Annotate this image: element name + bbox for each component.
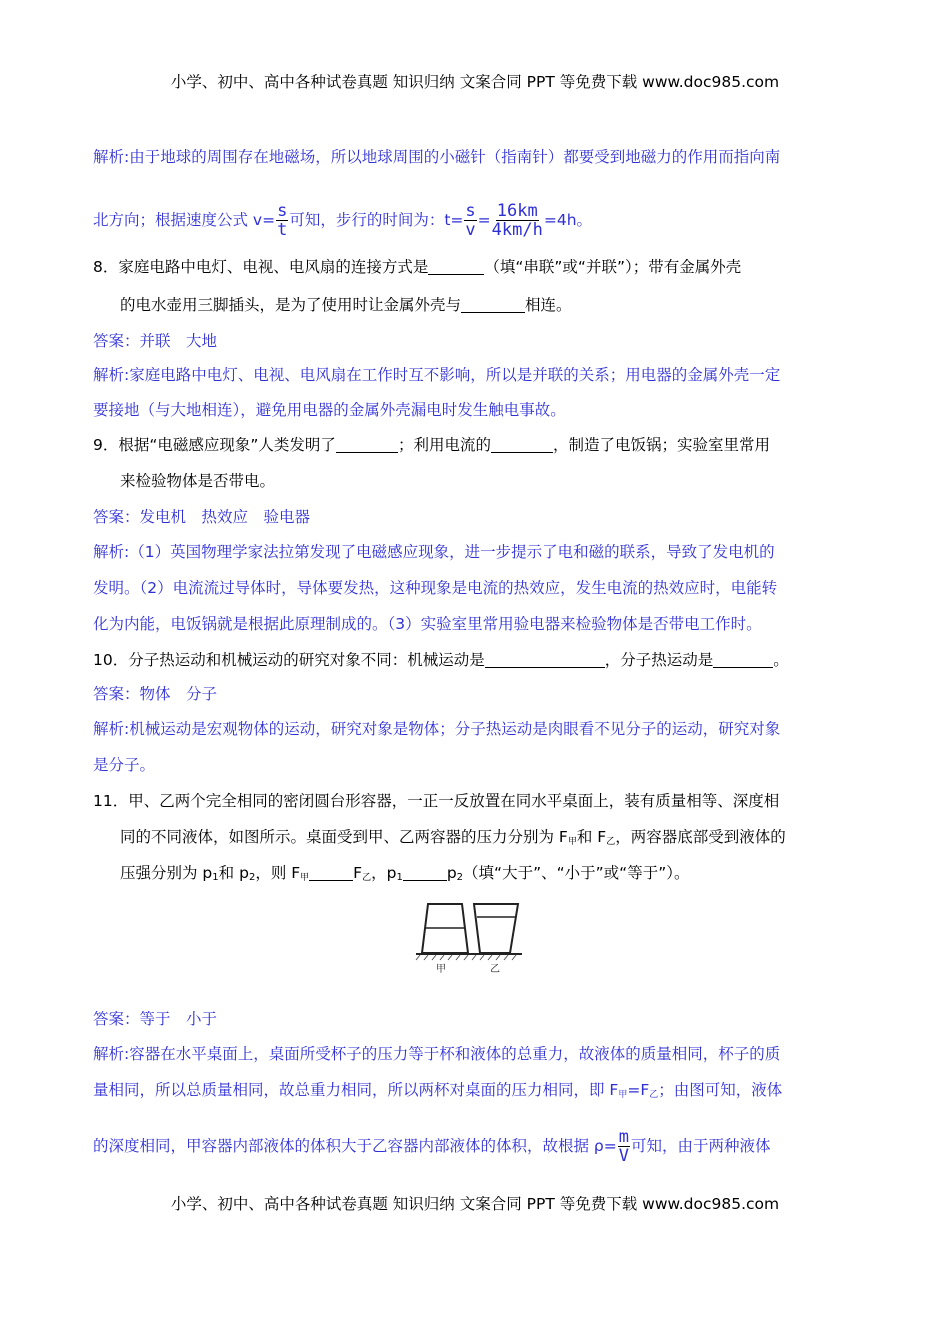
q10-text: ，分子热运动是 [604, 651, 714, 669]
fraction-denominator: v [465, 220, 476, 240]
q11-question-line2 [120, 826, 840, 853]
q8-analysis-line2: 要接地（与大地相连），避免用电器的金属外壳漏电时发生触电事故。 [93, 401, 566, 419]
subscript: 甲 [618, 1090, 628, 1100]
speed-formula-fraction [276, 202, 288, 239]
containers-figure [414, 895, 524, 975]
q9-analysis-line2: 发明。（2）电流流过导体时，导体要发热，这种现象是电流的热效应，发生电流的热效应时，电能转 [93, 579, 778, 597]
table-hatching [416, 955, 516, 960]
q11-text: （填“大于”、“小于”或“等于”）。 [463, 864, 690, 882]
page-header: 小学、初中、高中各种试卷真题 知识归纳 文案合同 PPT 等免费下载 www.doc985.com [170, 73, 780, 91]
q11-analysis-text: =F [627, 1081, 650, 1099]
answer-blank[interactable] [309, 864, 353, 881]
q11-text: 和 p [218, 864, 249, 882]
q7-analysis-text-a: 北方向；根据速度公式 v= [93, 211, 276, 229]
q11-text: ，p [371, 864, 397, 882]
q11-analysis-line3 [93, 1124, 840, 1168]
q7-analysis-text-c: =4h。 [543, 211, 593, 229]
container-yi [474, 904, 518, 953]
answer-blank[interactable] [428, 258, 484, 275]
q11-text: F [353, 864, 363, 882]
q9-analysis-line3: 化为内能，电饭锅就是根据此原理制成的。（3）实验室里常用验电器来检验物体是否带电工作时。 [93, 615, 762, 633]
q8-question-line1 [93, 256, 840, 278]
fraction-denominator: 4km/h [491, 220, 543, 240]
answer-blank[interactable] [403, 864, 447, 881]
fraction-denominator: t [277, 220, 288, 240]
q11-analysis-line2 [93, 1079, 840, 1106]
subscript: 乙 [649, 1090, 659, 1100]
subscript: 2 [456, 872, 464, 883]
q11-text: 压强分别为 p [120, 864, 213, 882]
q11-analysis-line1: 解析:容器在水平桌面上，桌面所受杯子的压力等于杯和液体的总重力，故液体的质量相同，杯子的质 [93, 1045, 781, 1063]
q11-text: ，则 F [255, 864, 301, 882]
q8-text: （填“串联”或“并联”）；带有金属外壳 [484, 258, 742, 276]
fraction-numerator: s [465, 201, 476, 221]
page-footer: 小学、初中、高中各种试卷真题 知识归纳 文案合同 PPT 等免费下载 www.doc985.com [170, 1195, 780, 1213]
q11-text: p [446, 864, 457, 882]
q11-text: 同的不同液体，如图所示。桌面受到甲、乙两容器的压力分别为 F [120, 828, 568, 846]
q9-analysis-line1: 解析:（1）英国物理学家法拉第发现了电磁感应现象，进一步提示了电和磁的联系，导致了发电机的 [93, 543, 775, 561]
q9-question-line1 [93, 434, 840, 456]
time-formula-fraction [464, 202, 476, 239]
subscript: 1 [396, 872, 403, 883]
q8-analysis-line1: 解析:家庭电路中电灯、电视、电风扇在工作时互不影响，所以是并联的关系；用电器的金属外壳一定 [93, 366, 781, 384]
q10-text: 。 [773, 651, 789, 669]
fraction-numerator: m [618, 1127, 630, 1147]
q9-text: ，制造了电饭锅；实验室里常用 [552, 436, 770, 454]
q8-question-line2 [120, 294, 840, 316]
q10-text: 10．分子热运动和机械运动的研究对象不同：机械运动是 [93, 651, 485, 669]
q11-question-line1: 11．甲、乙两个完全相同的密闭圆台形容器，一正一反放置在同水平桌面上，装有质量相等、深度相 [93, 792, 780, 810]
q9-answer: 答案：发电机 热效应 验电器 [93, 508, 311, 526]
density-formula-fraction [618, 1128, 630, 1165]
fraction-numerator: 16km [496, 201, 538, 221]
subscript: 2 [248, 872, 256, 883]
subscript: 甲 [567, 837, 577, 847]
q10-question-line1 [93, 649, 840, 671]
subscript: 乙 [606, 837, 616, 847]
fraction-denominator: V [618, 1146, 630, 1166]
q11-text: ，两容器底部受到液体的 [615, 828, 786, 846]
answer-blank[interactable] [336, 436, 398, 453]
q10-answer: 答案：物体 分子 [93, 685, 218, 703]
subscript: 甲 [300, 873, 310, 883]
q11-analysis-text: 可知，由于两种液体 [631, 1137, 771, 1155]
answer-blank[interactable] [713, 651, 773, 668]
label-jia: 甲 [436, 964, 446, 975]
q7-analysis-line1: 解析:由于地球的周围存在地磁场，所以地球周围的小磁针（指南针）都要受到地磁力的作用而指向南 [93, 148, 781, 166]
answer-blank[interactable] [491, 436, 553, 453]
q11-answer: 答案：等于 小于 [93, 1010, 218, 1028]
fraction-numerator: s [277, 201, 288, 221]
label-yi: 乙 [490, 964, 500, 975]
q7-analysis-line2: 北方向；根据速度公式 v= $\frac{s}{t}$ 可知，步行的时间为：t= $\frac{s}{v}$ = $\frac{16km}{4km/h}$ =4h。 [93, 201, 593, 240]
answer-blank[interactable] [461, 296, 525, 313]
q11-analysis-text: 量相同，所以总质量相同，故总重力相同，所以两杯对桌面的压力相同，即 F [93, 1081, 619, 1099]
q11-question-line3 [120, 862, 840, 889]
q8-answer: 答案：并联 大地 [93, 332, 218, 350]
time-value-fraction [492, 202, 543, 239]
q11-text: 和 F [576, 828, 607, 846]
q8-text: 的电水壶用三脚插头，是为了使用时让金属外壳与 [120, 296, 462, 314]
q11-analysis-text: ；由图可知，液体 [658, 1081, 783, 1099]
q8-text: 相连。 [525, 296, 572, 314]
q8-text: 8．家庭电路中电灯、电视、电风扇的连接方式是 [93, 258, 429, 276]
containers-diagram [414, 895, 524, 975]
answer-blank[interactable] [485, 651, 605, 668]
subscript: 乙 [362, 873, 372, 883]
q10-analysis-line2: 是分子。 [93, 756, 156, 774]
q7-analysis-text-b: 可知，步行的时间为：t= [289, 211, 464, 229]
subscript: 1 [212, 872, 219, 883]
q9-text: 9．根据“电磁感应现象”人类发明了 [93, 436, 336, 454]
q10-analysis-line1: 解析:机械运动是宏观物体的运动，研究对象是物体；分子热运动是肉眼看不见分子的运动，研究对象 [93, 720, 781, 738]
q9-text: ；利用电流的 [397, 436, 491, 454]
q11-analysis-text: 的深度相同，甲容器内部液体的体积大于乙容器内部液体的体积，故根据 ρ= [93, 1137, 617, 1155]
q9-question-line2: 来检验物体是否带电。 [120, 472, 276, 490]
